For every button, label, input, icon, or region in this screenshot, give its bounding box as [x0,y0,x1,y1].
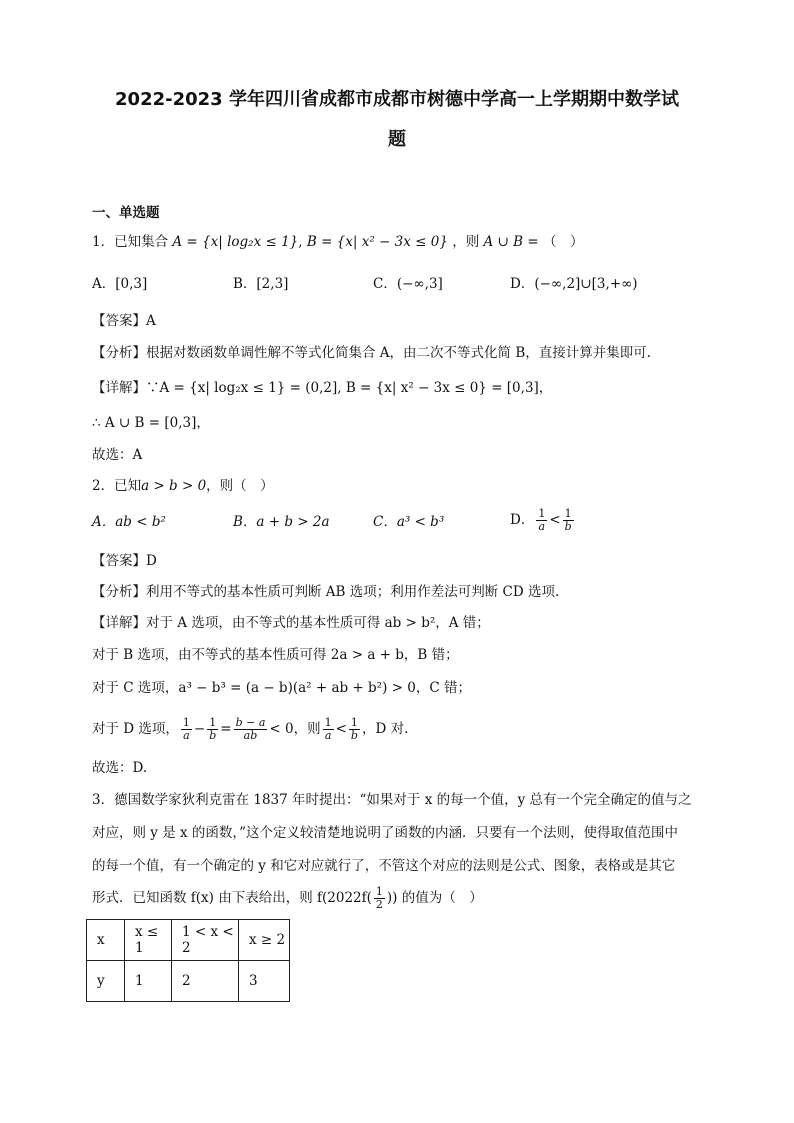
question-1-analysis: 【分析】根据对数函数单调性解不等式化简集合 A，由二次不等式化简 B，直接计算并集即可. [92,345,652,361]
set-a-definition: A = {x| log₂x ≤ 1} [172,234,299,250]
table-cell: 3 [239,961,290,1002]
question-3-line-2: 对应，则 y 是 x 的函数，”这个定义较清楚地说明了函数的内涵．只要有一个法则，使得取值范围中 [92,825,679,841]
union-expression: A ∪ B = [483,234,539,250]
question-1-conclusion: 故选：A [92,447,143,463]
question-2-detail-a: 【详解】对于 A 选项，由不等式的基本性质可得 ab > b²，A 错； [92,615,490,631]
fraction-1-over-b: $\frac{1}{b}$ [209,716,217,742]
option-d: D． $\frac{1}{a}$ < $\frac{1}{b}$ [510,507,572,533]
table-cell: 1 [125,961,172,1002]
table-cell: x ≥ 2 [239,920,290,961]
table-row [87,920,290,961]
option-b: B．a + b > 2a [233,514,330,530]
question-3-line-3: 的每一个值，有一个确定的 y 和它对应就行了，不管这个对应的法则是公式、图象，表格或是其它 [92,858,676,874]
question-2-answer: 【答案】D [92,553,157,569]
fraction-1-over-a: $\frac{1}{a}$ [538,507,546,533]
option-a: A．[0,3] [92,276,148,292]
page-title: 2022-2023 学年四川省成都市成都市树德中学高一上学期期中数学试 [115,89,679,110]
condition-expression: a > b > 0 [141,478,207,494]
fraction-1-over-a: $\frac{1}{a}$ [182,716,190,742]
function-table [86,919,290,1002]
table-cell: x ≤ 1 [125,920,172,961]
question-2-detail-d: 对于 D 选项， $\frac{1}{a}$ − $\frac{1}{b}$ = $\frac{b - a}{ab}$ < 0，则 $\frac{1}{a}$ < $\frac{1}{b}$ ，D 对. [92,716,409,742]
option-c: C．a³ < b³ [373,514,445,530]
question-2-detail-c: 对于 C 选项，a³ − b³ = (a − b)(a² + ab + b²) > 0，C 错； [92,680,471,696]
table-cell: x [87,920,125,961]
question-2-detail-b: 对于 B 选项，由不等式的基本性质可得 2a > a + b，B 错； [92,647,459,663]
question-1-answer: 【答案】A [92,313,156,329]
table-cell: 2 [172,961,239,1002]
fraction-one-half: $\frac{1}{2}$ [375,885,383,911]
option-c: C．(−∞,3] [373,276,443,292]
question-2-analysis: 【分析】利用不等式的基本性质可判断 AB 选项；利用作差法可判断 CD 选项. [92,584,560,600]
fraction-1-over-b: $\frac{1}{b}$ [564,507,572,533]
question-2-stem: 2．已知a > b > 0，则（ ） [92,478,274,494]
question-1-detail-union: ∴ A ∪ B = [0,3]， [92,415,210,431]
question-2-conclusion: 故选：D. [92,760,148,776]
fraction-1-over-a: $\frac{1}{a}$ [324,716,332,742]
page-title-continued: 题 [388,129,406,150]
option-d: D．(−∞,2]∪[3,+∞) [510,276,638,292]
question-3-line-4: 形式．已知函数 f(x) 由下表给出，则 f(2022f( $\frac{1}{2}$ )) 的值为（ ） [92,885,483,911]
question-1-detail: 【详解】∵A = {x| log₂x ≤ 1} = (0,2], B = {x| x² − 3x ≤ 0} = [0,3]， [92,380,553,396]
fraction-1-over-b: $\frac{1}{b}$ [350,716,358,742]
section-heading: 一、单选题 [92,205,160,221]
question-3-line-1: 3．德国数学家狄利克雷在 1837 年时提出：“如果对于 x 的每一个值，y 总有一个完全确定的值与之 [92,792,692,808]
table-cell: y [87,961,125,1002]
option-a: A．ab < b² [92,514,166,530]
table-cell: 1 < x < 2 [172,920,239,961]
set-b-definition: B = {x| x² − 3x ≤ 0} [306,234,448,250]
question-1-stem: 1．已知集合 A = {x| log₂x ≤ 1}, B = {x| x² − 3x ≤ 0} ，则 A ∪ B = （ ） [92,234,584,250]
option-b: B．[2,3] [233,276,289,292]
table-row [87,961,290,1002]
fraction-difference: $\frac{b - a}{ab}$ [235,716,266,742]
